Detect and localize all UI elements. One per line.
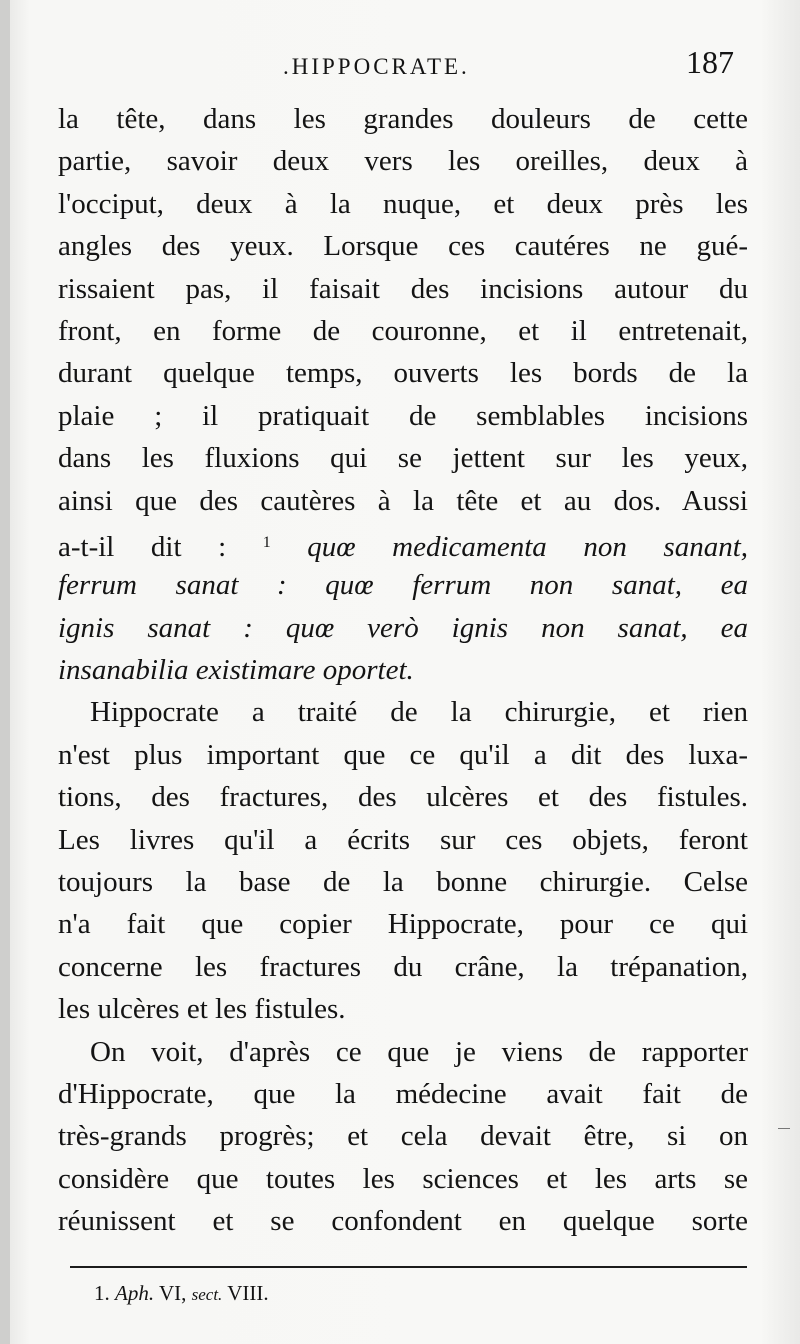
text-line: dans les fluxions qui se jettent sur les yeux, [58, 442, 748, 475]
latin-quote-line: ferrum sanat : quœ ferrum non sanat, ea [58, 569, 748, 602]
footnote [94, 1276, 514, 1310]
text-line: n'est plus important que ce qu'il a dit des luxa- [58, 738, 748, 771]
page-gutter [0, 0, 10, 1344]
page-number: 187 [686, 44, 734, 80]
text-line: considère que toutes les sciences et les arts se [58, 1162, 748, 1195]
latin-quote-line: ignis sanat : quœ verò ignis non sanat, ea [58, 611, 748, 644]
line-prefix: a-t-il dit : [58, 530, 227, 563]
running-head: .HIPPOCRATE. [283, 54, 470, 79]
footnote-abbreviation: Aph. [115, 1281, 155, 1305]
paragraph-start-line: Hippocrate a traité de la chirurgie, et rien [90, 696, 748, 729]
text-line: d'Hippocrate, que la médecine avait fait de [58, 1077, 748, 1110]
text-line: toujours la base de la bonne chirurgie. Celse [58, 866, 748, 899]
text-line: les ulcères et les fistules. [58, 993, 346, 1026]
main-text [58, 98, 748, 1250]
text-line: réunissent et se confondent en quelque sorte [58, 1205, 748, 1238]
footnote-section-number: VIII. [227, 1281, 269, 1305]
text-line: très-grands progrès; et cela devait être, si on [58, 1120, 748, 1153]
footnote-divider [70, 1266, 747, 1268]
text-line: Les livres qu'il a écrits sur ces objets, feront [58, 823, 748, 856]
text-line: n'a fait que copier Hippocrate, pour ce qui [58, 908, 748, 941]
text-line: durant quelque temps, ouverts les bords de la [58, 357, 748, 390]
text-line: l'occiput, deux à la nuque, et deux près les [58, 187, 748, 220]
footnote-number: 1. [94, 1281, 110, 1305]
text-line-with-footnote-ref [58, 522, 748, 564]
footnote-book: VI, [158, 1281, 187, 1305]
text-line: tions, des fractures, des ulcères et des fistules. [58, 781, 748, 814]
text-line: concerne les fractures du crâne, la trépanation, [58, 950, 748, 983]
latin-quote: quœ medicamenta non sanant, [307, 530, 748, 563]
text-line: partie, savoir deux vers les oreilles, deux à [58, 145, 748, 178]
footnote-reference: 1 [262, 533, 271, 551]
footnote-section-label: sect. [191, 1285, 223, 1304]
margin-mark [778, 1128, 790, 1129]
text-line: rissaient pas, il faisait des incisions autour du [58, 272, 748, 305]
text-line: plaie ; il pratiquait de semblables incisions [58, 399, 748, 432]
text-line: ainsi que des cautères à la tête et au dos. Aussi [58, 484, 748, 517]
paragraph-start-line: On voit, d'après ce que je viens de rapporter [90, 1035, 748, 1068]
text-line: front, en forme de couronne, et il entretenait, [58, 314, 748, 347]
text-line: la tête, dans les grandes douleurs de cette [58, 103, 748, 135]
text-line: angles des yeux. Lorsque ces cautéres ne gué- [58, 230, 748, 263]
latin-quote-line: insanabilia existimare oportet. [58, 654, 414, 687]
